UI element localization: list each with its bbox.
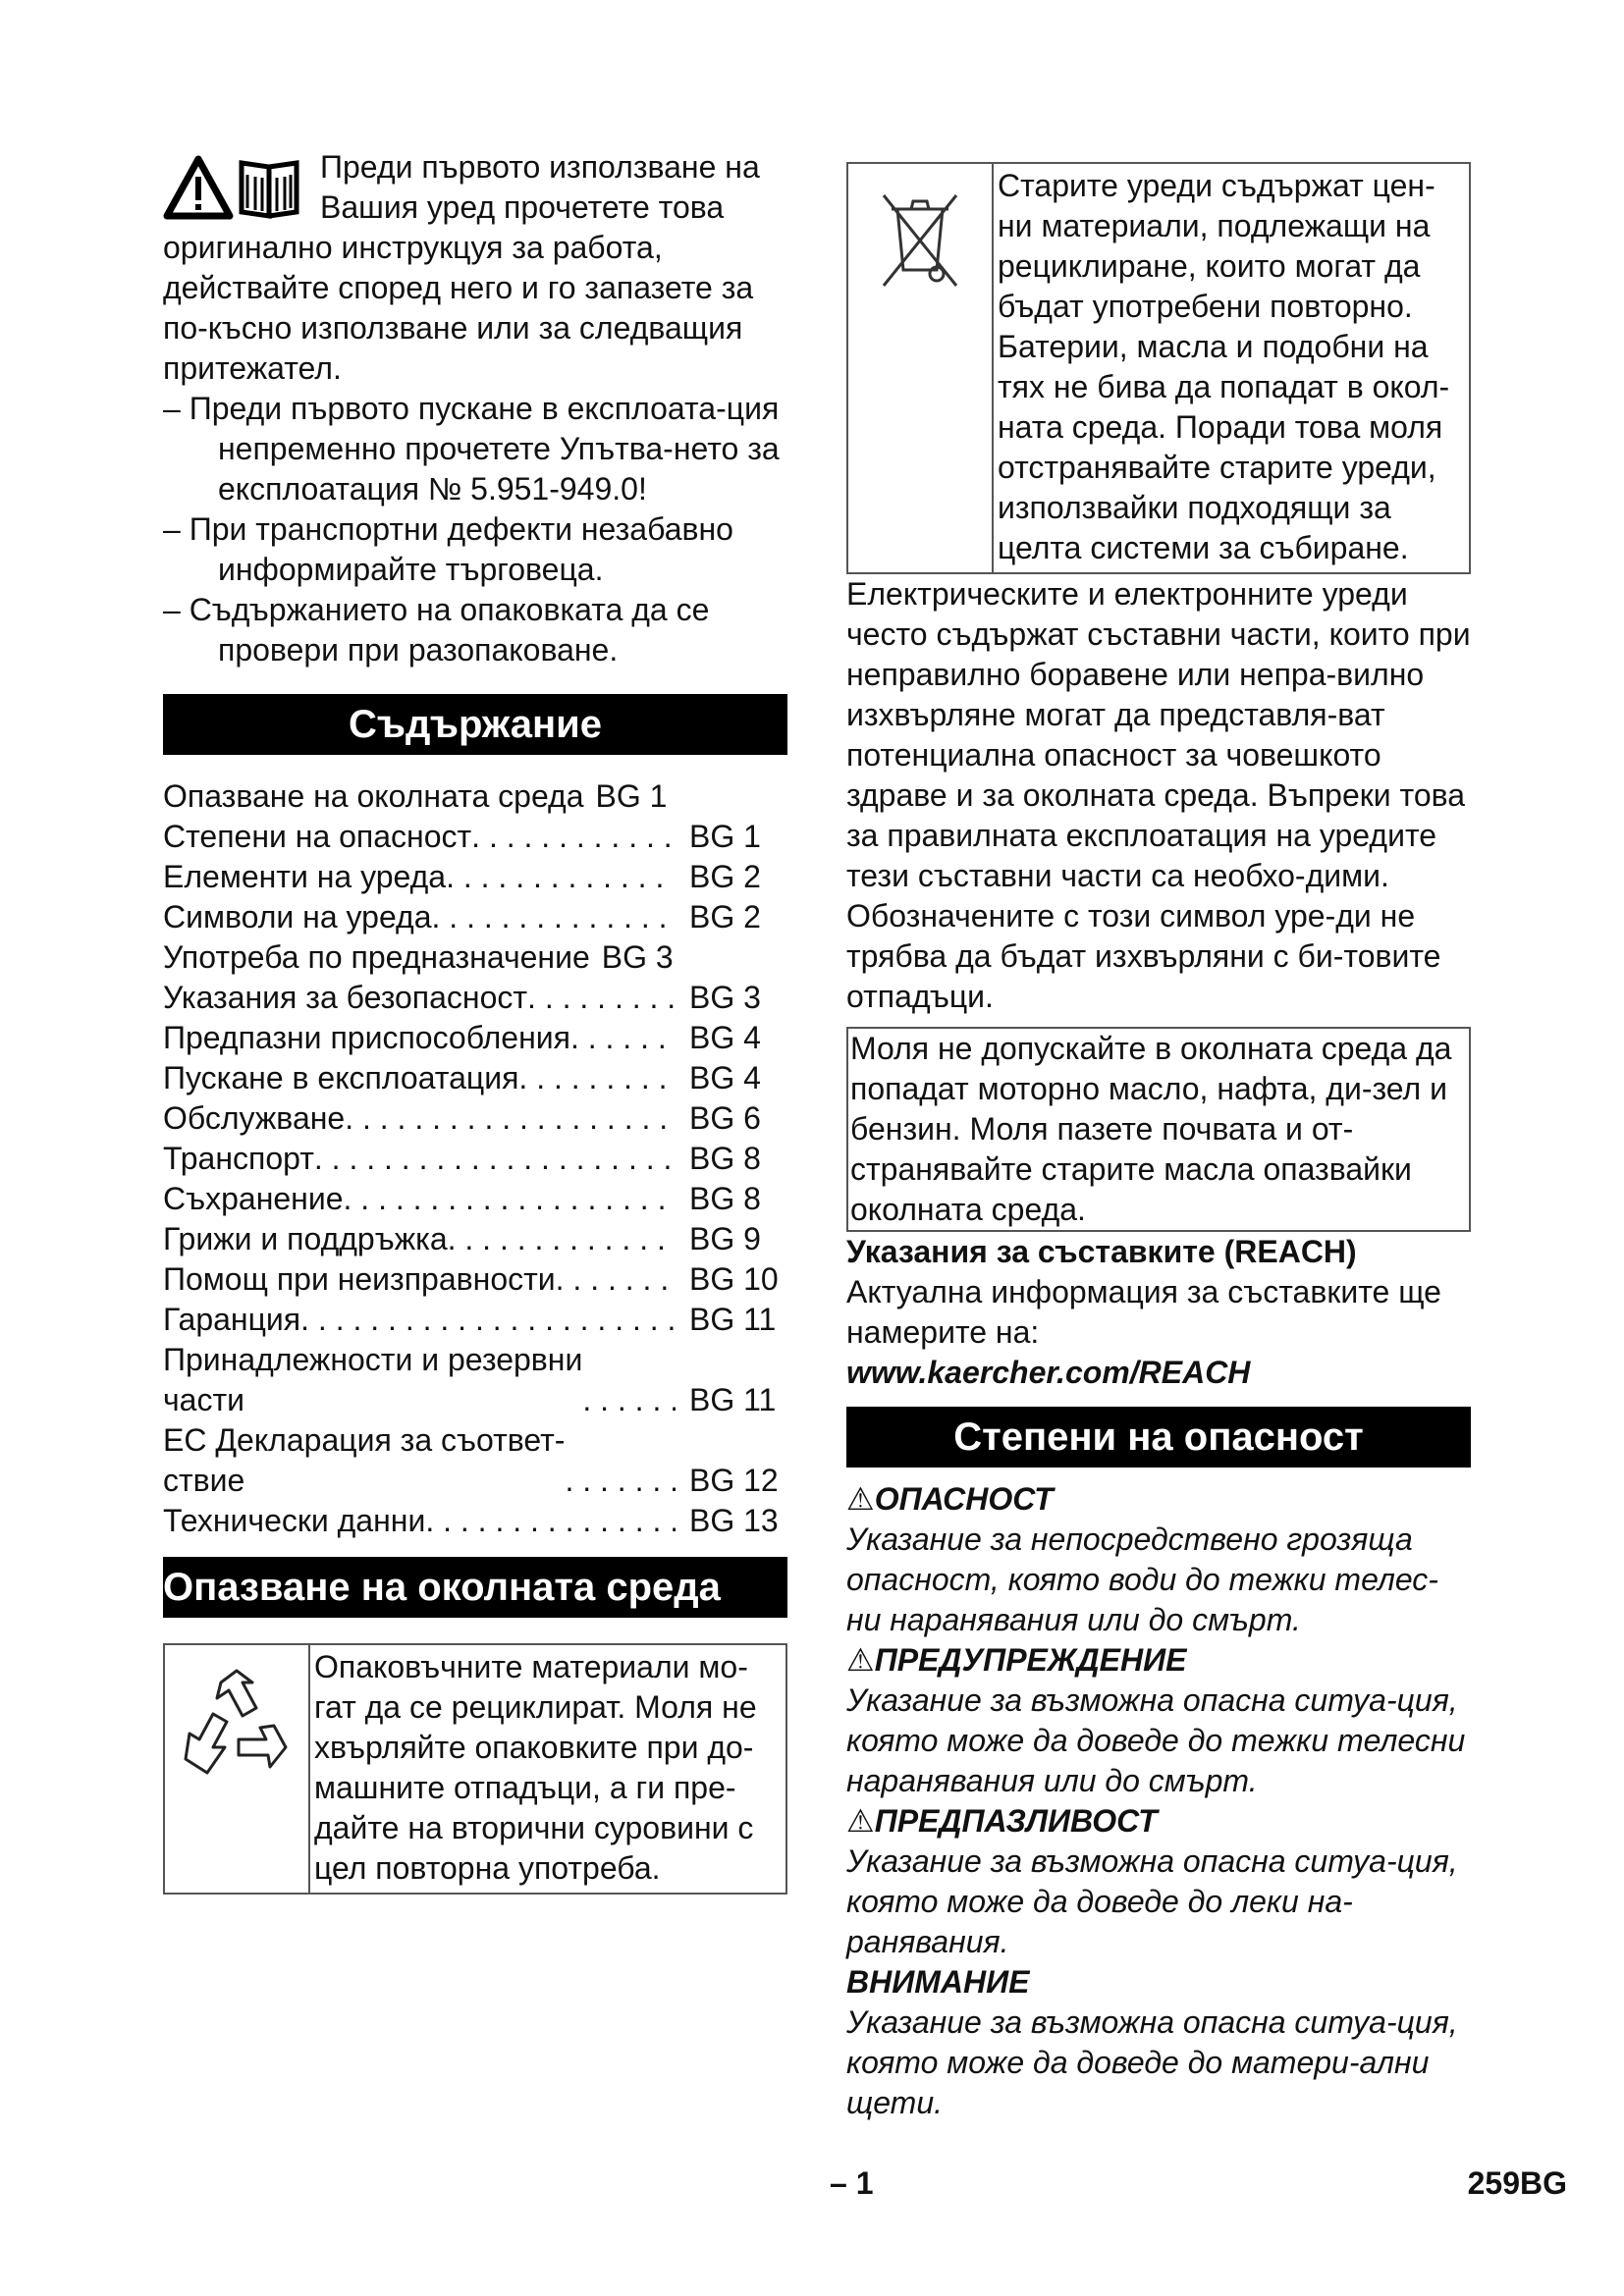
electrical-text: Електрическите и електронните уреди често съдържат съставни части, които при неправилно боравене или непра-вилно изхвърляне могат да представля-ват потенциална опасност за човешкото здраве и за околната среда. Въпреки това за правилната експлоатация на уредите тези съставни части са необхо-дими. Обозначените с този символ уре-ди не трябва да бъдат изхвърляни с би-товите отпадъци. [846, 576, 1471, 1014]
toc-leader-dots [345, 1098, 676, 1139]
danger-heading: Степени на опасност [846, 1407, 1471, 1468]
intro-bullet: – Преди първото пускане в експлоата-ция непременно прочетете Упътва-нето за експлоатация № 5.951-949.0! [163, 391, 780, 507]
toc-item-title: Съхранение [163, 1181, 344, 1216]
toc-item-title: ЕС Декларация за съответ- ствие [163, 1422, 566, 1498]
intro-text: Вашия уред прочетете това оригинално инструкцуя за работа, действайте според него и го запазете за по-късно използване или за следващия притежател. [163, 189, 754, 386]
toc-item[interactable] [163, 776, 787, 817]
toc-item-title: Гаранция [163, 1302, 301, 1337]
toc-item[interactable] [163, 1300, 787, 1340]
toc-item[interactable] [163, 1139, 787, 1179]
warning-manual-icon [163, 153, 308, 222]
toc-list [163, 776, 787, 1541]
toc-item[interactable] [163, 1259, 787, 1300]
weee-text: Старите уреди съдържат цен-ни материали, подлежащи на рециклиране, които могат да бъдат употребени повторно. Батерии, масла и подобни на тях не бива да попадат в окол-ната среда. Поради това моля отстранявайте старите уреди, използвайки подходящи за целта системи за събиране. [998, 168, 1450, 565]
toc-leader-dots [432, 897, 676, 937]
toc-item[interactable] [163, 1018, 787, 1058]
toc-item-title: Обслужване [163, 1100, 346, 1136]
toc-leader-dots [582, 1380, 676, 1420]
intro-bullet: – При транспортни дефекти незабавно информирайте търговеца. [163, 511, 733, 587]
toc-item-page: BG 11 [689, 1382, 777, 1417]
hazard-text: Указание за възможна опасна ситуа-ция, която може да доведе до тежки телесни наранявания или до смърт. [846, 1682, 1466, 1798]
toc-item-title: Символи на уреда [163, 899, 432, 934]
toc-leader-dots [448, 1219, 676, 1259]
toc-item-title: Технически данни [163, 1503, 426, 1538]
toc-item-title: Употреба по предназначение [163, 939, 590, 975]
toc-item-page: BG 1 [595, 778, 668, 814]
toc-item[interactable] [163, 1098, 787, 1139]
toc-item-title: Указания за безопасност [163, 980, 528, 1015]
toc-item[interactable] [163, 1420, 787, 1501]
toc-item[interactable] [163, 978, 787, 1018]
toc-leader-dots [565, 1461, 676, 1501]
toc-item-page: BG 8 [689, 1181, 761, 1216]
toc-leader-dots [344, 1179, 676, 1219]
packaging-box [163, 1643, 787, 1895]
hazard-label: ⚠ПРЕДПАЗЛИВОСТ [846, 1803, 1158, 1839]
toc-leader-dots [518, 1058, 676, 1098]
toc-item-page: BG 11 [689, 1302, 777, 1337]
toc-item-page: BG 8 [689, 1141, 761, 1176]
toc-item[interactable] [163, 857, 787, 897]
left-column [163, 147, 787, 1895]
reach-heading: Указания за съставките (REACH) [846, 1234, 1357, 1269]
toc-leader-dots [425, 1501, 676, 1541]
toc-item-page: BG 12 [689, 1463, 779, 1498]
toc-leader-dots [314, 1139, 676, 1179]
toc-item-title: Транспорт [163, 1141, 314, 1176]
toc-leader-dots [300, 1300, 676, 1340]
toc-item-page: BG 9 [689, 1221, 761, 1256]
toc-item-page: BG 10 [689, 1261, 779, 1297]
intro-bullets [163, 389, 787, 670]
intro-bullet: – Съдържанието на опаковката да се провери при разопаковане. [163, 592, 710, 667]
toc-item-page: BG 3 [689, 980, 761, 1015]
right-column [846, 162, 1471, 2123]
toc-item-page: BG 2 [689, 899, 761, 934]
toc-item-page: BG 4 [689, 1020, 761, 1055]
intro-line1: Преди първото използване на [320, 149, 760, 185]
toc-item-title: Предпазни приспособления [163, 1020, 570, 1055]
recycle-icon [178, 1665, 296, 1792]
toc-item-title: Опазване на околната среда [163, 778, 584, 814]
page-code: 259BG [1467, 2165, 1567, 2201]
crossed-bin-icon [876, 187, 964, 295]
toc-item-page: BG 2 [689, 859, 761, 894]
toc-item-title: Елементи на уреда [163, 859, 447, 894]
toc-item[interactable] [163, 1340, 787, 1420]
hazard-text: Указание за възможна опасна ситуа-ция, която може да доведе до леки на-ранявания. [846, 1843, 1458, 1959]
toc-item[interactable] [163, 897, 787, 937]
toc-leader-dots [570, 1018, 676, 1058]
toc-item-title: Принадлежности и резервни части [163, 1342, 583, 1417]
toc-item-title: Помощ при неизправности [163, 1261, 556, 1297]
toc-item[interactable] [163, 1219, 787, 1259]
hazard-label: ⚠ОПАСНОСТ [846, 1481, 1054, 1517]
toc-item-title: Степени на опасност [163, 819, 472, 854]
hazard-label: ⚠ПРЕДУПРЕЖДЕНИЕ [846, 1642, 1187, 1678]
reach-text: Актуална информация за съставките ще намерите на: [846, 1274, 1441, 1350]
toc-leader-dots [446, 857, 676, 897]
reach-link[interactable]: www.kaercher.com/REACH [846, 1355, 1251, 1390]
toc-item-page: BG 4 [689, 1060, 761, 1095]
toc-heading: Съдържание [163, 694, 787, 755]
environment-heading: Опазване на околната среда [163, 1557, 787, 1618]
toc-item[interactable] [163, 1058, 787, 1098]
toc-item-title: Грижи и поддръжка [163, 1221, 448, 1256]
hazard-text: Указание за възможна опасна ситуа-ция, която може да доведе до матери-ални щети. [846, 2004, 1458, 2120]
toc-item[interactable] [163, 1501, 787, 1541]
packaging-text: Опаковъчните материали мо-гат да се рециклират. Моля не хвърляйте опаковките при до-машните отпадъци, а ги пре-дайте на вторични суровини с цел повторна употреба. [314, 1649, 757, 1886]
toc-item-title: Пускане в експлоатация [163, 1060, 519, 1095]
toc-item[interactable] [163, 937, 787, 978]
toc-item[interactable] [163, 817, 787, 857]
intro-block [163, 147, 787, 389]
recycle-icon-cell [165, 1645, 310, 1893]
page-number: – 1 [830, 2165, 874, 2201]
toc-item-page: BG 3 [601, 939, 674, 975]
weee-icon-cell [848, 164, 994, 572]
weee-box [846, 162, 1471, 574]
toc-leader-dots [556, 1259, 676, 1300]
toc-item-page: BG 6 [689, 1100, 761, 1136]
toc-item[interactable] [163, 1179, 787, 1219]
hazard-label: ВНИМАНИЕ [846, 1964, 1030, 2000]
toc-leader-dots [527, 978, 676, 1018]
oil-notice: Моля не допускайте в околната среда да попадат моторно масло, нафта, ди-зел и бензин. Моля пазете почвата и от-странявайте старите масла опазвайки околната среда. [846, 1027, 1471, 1232]
toc-leader-dots [471, 817, 676, 857]
hazard-text: Указание за непосредствено грозяща опасност, която води до тежки телес-ни наранявания или до смърт. [846, 1522, 1438, 1637]
hazard-list [846, 1479, 1471, 2123]
toc-item-page: BG 13 [689, 1503, 779, 1538]
toc-item-page: BG 1 [689, 819, 761, 854]
